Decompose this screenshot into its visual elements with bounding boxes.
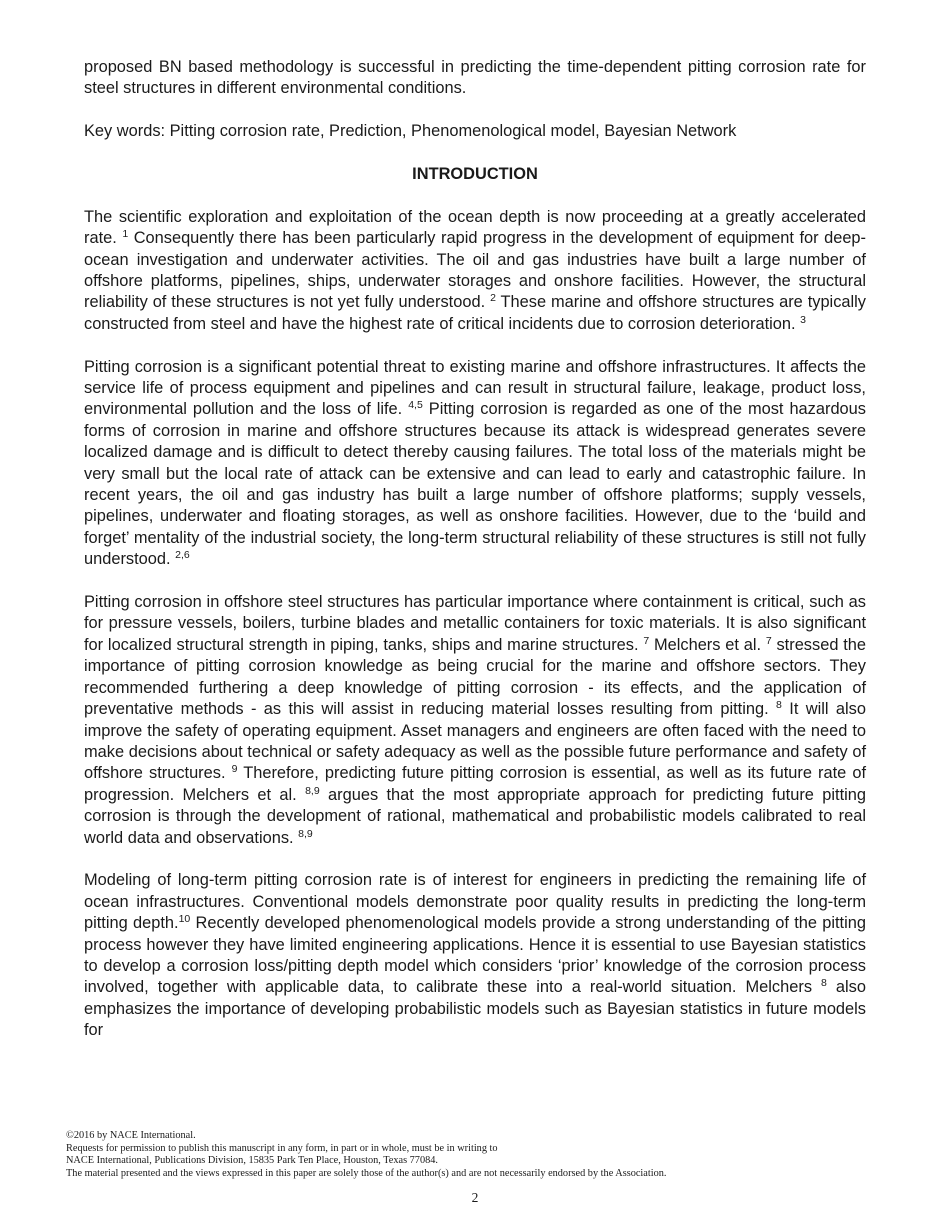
text-run: Therefore, predicting future pitting corrosion is essential, as well as its future rate of progression. Melchers et al. bbox=[84, 764, 866, 804]
text-run: also emphasizes the importance of developing probabilistic models such as Bayesian statistics in future models for bbox=[84, 978, 866, 1040]
citation-superscript: 8 bbox=[776, 699, 782, 712]
text-run: Modeling of long-term pitting corrosion rate is of interest for engineers in predicting the remaining life of ocean infrastructures. Conventional models demonstrate poor quality results in predicting the long-term pitting depth. bbox=[84, 871, 866, 933]
text-run: Pitting corrosion in offshore steel structures has particular importance where containment is critical, such as for pressure vessels, boilers, turbine blades and metallic containers for toxic materials. It is also significant for localized structural strength in piping, tanks, ships and marine structures. bbox=[84, 593, 866, 654]
text-run: The scientific exploration and exploitation of the ocean depth is now proceeding at a greatly accelerated rate. bbox=[84, 207, 866, 248]
citation-superscript: 7 bbox=[765, 634, 772, 647]
body-paragraph bbox=[84, 207, 866, 335]
section-heading: INTRODUCTION bbox=[412, 165, 538, 183]
copyright-line: ©2016 by NACE International. bbox=[66, 1130, 196, 1141]
permission-line: Requests for permission to publish this manuscript in any form, in part or in whole, must be in writing to bbox=[66, 1142, 498, 1154]
text-run: Pitting corrosion is a significant potential threat to existing marine and offshore infrastructures. It affects the service life of process equipment and pipelines and can result in structural failure, leakage, product loss, environmental pollution and the loss of life. bbox=[84, 357, 866, 419]
text-run: Recently developed phenomenological models provide a strong understanding of the pitting process however they have limited engineering applications. Hence it is essential to use Bayesian statistics to develop a corrosion loss/pitting depth model which considers ‘prior’ knowledge of the corrosion process involved, together with applicable data, to calibrate these into a real-world situation. Melchers bbox=[84, 914, 866, 997]
keywords-line: Key words: Pitting corrosion rate, Prediction, Phenomenological model, Bayesian Network bbox=[84, 122, 737, 141]
page-number: 2 bbox=[471, 1190, 479, 1205]
body-paragraph bbox=[84, 592, 866, 849]
disclaimer-line: The material presented and the views expressed in this paper are solely those of the author(s) and are not necessarily endorsed by the Association. bbox=[66, 1167, 667, 1179]
text-run: proposed BN based methodology is successful in predicting the time-dependent pitting corrosion rate for steel structures in different environmental conditions. bbox=[84, 58, 866, 98]
citation-superscript: 2 bbox=[490, 292, 496, 305]
citation-superscript: 2,6 bbox=[175, 549, 190, 562]
text-run: argues that the most appropriate approach for predicting future pitting corrosion is through the development of rational, mathematical and probabilistic models calibrated to real world data and observations. bbox=[84, 785, 866, 847]
citation-superscript: 8,9 bbox=[305, 784, 320, 797]
body-paragraph bbox=[84, 870, 866, 1041]
text-run: stressed the importance of pitting corrosion knowledge as being crucial for the marine and offshore sectors. They recommended furthering a deep knowledge of pitting corrosion - its effects, and the application of preventative methods - as this will assist in reducing material losses resulting from pitting. bbox=[84, 635, 867, 719]
citation-superscript: 10 bbox=[178, 913, 191, 926]
text-run: Melchers et al. bbox=[649, 635, 766, 654]
citation-superscript: 9 bbox=[231, 763, 238, 776]
citation-superscript: 3 bbox=[800, 313, 806, 326]
text-run: These marine and offshore structures are typically constructed from steel and have the highest rate of critical incidents due to corrosion deterioration. bbox=[84, 293, 866, 333]
citation-superscript: 4,5 bbox=[408, 399, 423, 412]
abstract-continuation bbox=[84, 57, 866, 100]
text-run: Pitting corrosion is regarded as one of the most hazardous forms of corrosion in marine and offshore structures because its attack is widespread generates severe localized damage and is difficult to detect thereby causing failures. The total loss of the materials might be very small but the local rate of attack can be extensive and can lead to early and catastrophic failure. In recent years, the oil and gas industry has built a large number of offshore platforms; supply vessels, pipelines, underwater and floating storages, as well as onshore facilities. However, due to the ‘build and forget’ mentality of the industrial society, the long-term structural reliability of these structures is still not fully understood. bbox=[84, 400, 866, 569]
citation-superscript: 1 bbox=[122, 228, 129, 241]
text-run: Consequently there has been particularly rapid progress in the development of equipment for deep-ocean investigation and underwater activities. The oil and gas industries have built a large number of offshore platforms, pipelines, ships, underwater storages and onshore facilities. However, the structural reliability of these structures is not yet fully understood. bbox=[84, 229, 867, 312]
text-run: It will also improve the safety of operating equipment. Asset managers and engineers are often faced with the need to make decisions about technical or safety adequacy as well as the possible future performance and safety of offshore structures. bbox=[84, 700, 866, 783]
body-paragraph bbox=[84, 357, 866, 571]
address-line: NACE International, Publications Division, 15835 Park Ten Place, Houston, Texas 77084. bbox=[66, 1155, 438, 1166]
citation-superscript: 8 bbox=[821, 977, 827, 990]
citation-superscript: 8,9 bbox=[298, 827, 313, 840]
page-footer bbox=[66, 1130, 886, 1180]
main-text bbox=[84, 57, 866, 1042]
citation-superscript: 7 bbox=[643, 634, 650, 647]
